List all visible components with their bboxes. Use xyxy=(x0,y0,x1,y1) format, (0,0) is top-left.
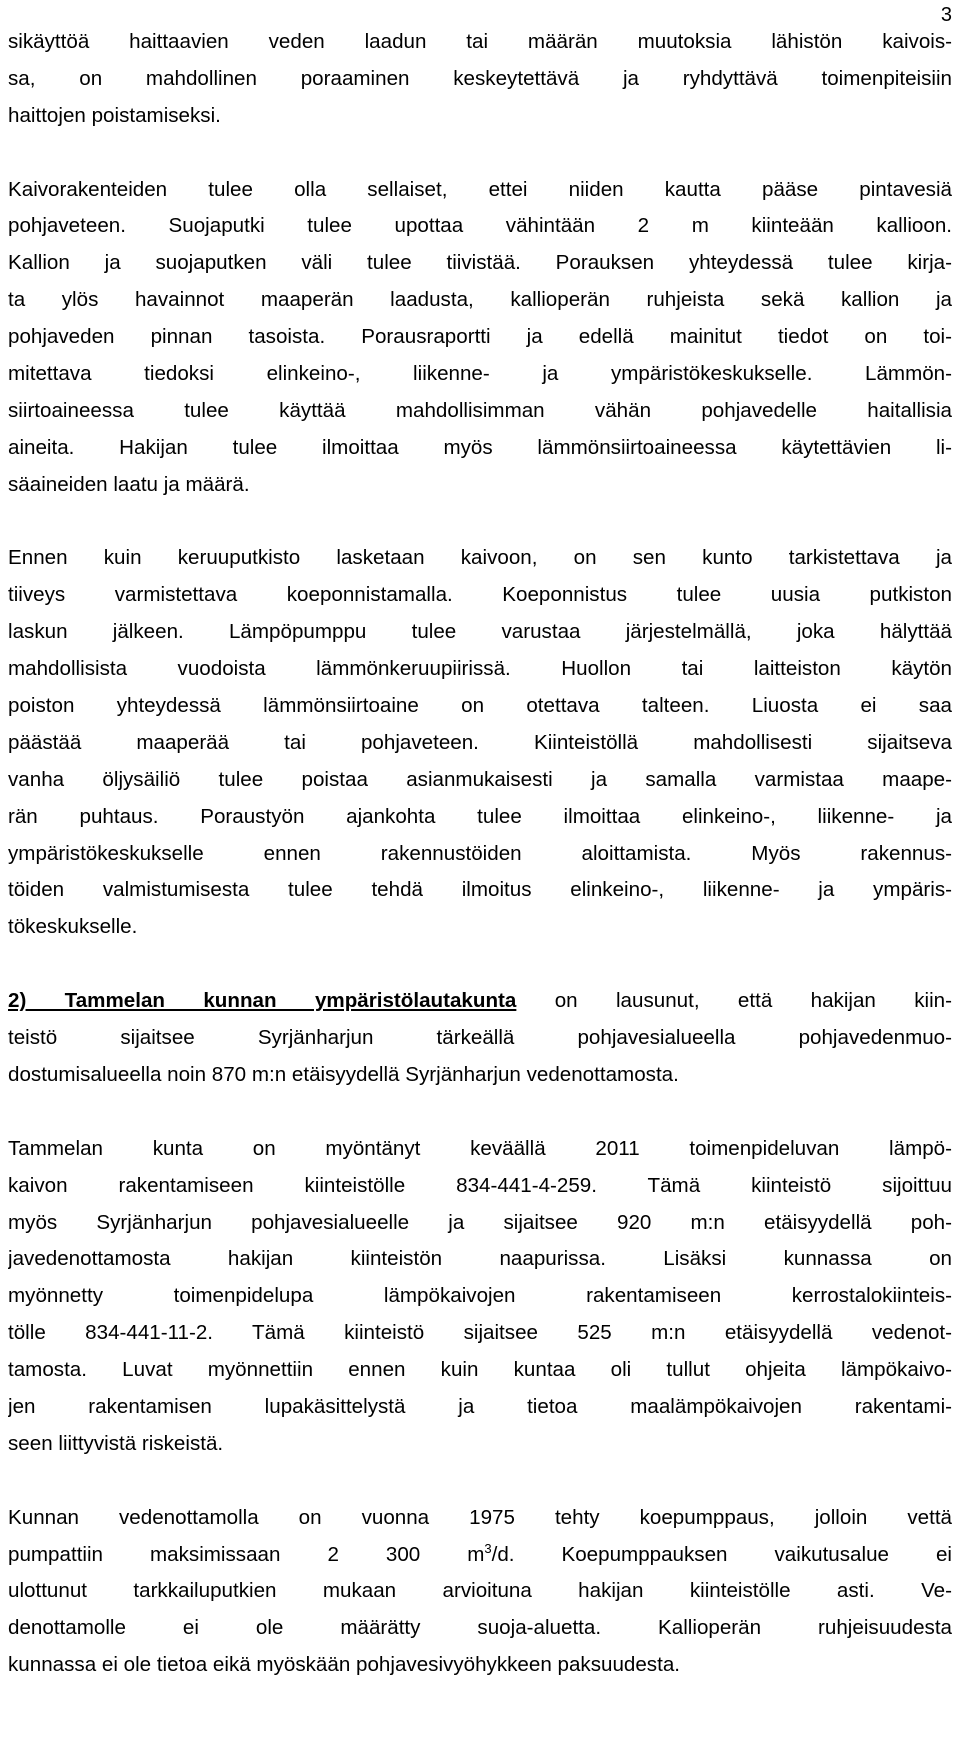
text-line xyxy=(8,1537,952,1574)
text-line: pohjaveteen. Suojaputki tulee upottaa vähintään 2 m kiinteään kallioon. xyxy=(8,214,952,238)
paragraph xyxy=(8,540,952,946)
document-page xyxy=(8,24,952,1684)
text-line: rän puhtaus. Poraustyön ajankohta tulee ilmoittaa elinkeino-, liikenne- ja xyxy=(8,804,952,828)
text-line: denottamolle ei ole määrätty suoja-aluetta. Kallioperän ruhjeisuudesta xyxy=(8,1616,952,1640)
text-line: ta ylös havainnot maaperän laadusta, kallioperän ruhjeista sekä kallion ja xyxy=(8,288,952,312)
text-line: tiiveys varmistettava koeponnistamalla. Koeponnistus tulee uusia putkiston xyxy=(8,583,952,607)
superscript: 3 xyxy=(484,1540,492,1556)
text-line: seen liittyvistä riskeistä. xyxy=(8,1431,224,1455)
text-line: mitettava tiedoksi elinkeino-, liikenne- ja ympäristökeskukselle. Lämmön- xyxy=(8,362,952,386)
text-line: jen rakentamisen lupakäsittelystä ja tietoa maalämpökaivojen rakentami- xyxy=(8,1394,952,1418)
text-line: myös Syrjänharjun pohjavesialueelle ja sijaitsee 920 m:n etäisyydellä poh- xyxy=(8,1210,952,1234)
section-heading: 2) Tammelan kunnan ympäristölautakunta xyxy=(8,989,517,1013)
text-span: on lausunut, että hakijan kiin- xyxy=(516,989,952,1013)
text-line: päästää maaperää tai pohjaveteen. Kiinteistöllä mahdollisesti sijaitseva xyxy=(8,730,952,754)
paragraph xyxy=(8,172,952,504)
text-line: pohjaveden pinnan tasoista. Porausraportti ja edellä mainitut tiedot on toi- xyxy=(8,325,952,349)
text-line: säaineiden laatu ja määrä. xyxy=(8,472,250,496)
text-line: Tammelan kunta on myöntänyt keväällä 2011 toimenpideluvan lämpö- xyxy=(8,1136,952,1160)
text-span: pumpattiin maksimissaan 2 300 m xyxy=(8,1542,485,1566)
text-line: Kunnan vedenottamolla on vuonna 1975 tehty koepumppaus, jolloin vettä xyxy=(8,1505,952,1529)
paragraph xyxy=(8,24,952,135)
text-line: poiston yhteydessä lämmönsiirtoaine on otettava talteen. Liuosta ei saa xyxy=(8,694,952,718)
text-line: teistö sijaitsee Syrjänharjun tärkeällä pohjavesialueella pohjavedenmuo- xyxy=(8,1026,952,1050)
text-line: tamosta. Luvat myönnettiin ennen kuin kuntaa oli tullut ohjeita lämpökaivo- xyxy=(8,1358,952,1382)
text-line: tökeskukselle. xyxy=(8,915,138,939)
text-line: siirtoaineessa tulee käyttää mahdollisimman vähän pohjavedelle haitallisia xyxy=(8,398,952,422)
text-line: javedenottamosta hakijan kiinteistön naapurissa. Lisäksi kunnassa on xyxy=(8,1247,952,1271)
text-line: töiden valmistumisesta tulee tehdä ilmoitus elinkeino-, liikenne- ja ympäris- xyxy=(8,878,952,902)
text-line: Kallion ja suojaputken väli tulee tiivistää. Porauksen yhteydessä tulee kirja- xyxy=(8,251,952,275)
text-line: tölle 834-441-11-2. Tämä kiinteistö sijaitsee 525 m:n etäisyydellä vedenot- xyxy=(8,1321,952,1345)
text-line: ulottunut tarkkailuputkien mukaan arvioituna hakijan kiinteistölle asti. Ve- xyxy=(8,1579,952,1603)
text-line: myönnetty toimenpidelupa lämpökaivojen rakentamiseen kerrostalokiinteis- xyxy=(8,1284,952,1308)
paragraph xyxy=(8,1131,952,1463)
text-line: Ennen kuin keruuputkisto lasketaan kaivoon, on sen kunto tarkistettava ja xyxy=(8,546,952,570)
text-line: sikäyttöä haittaavien veden laadun tai määrän muutoksia lähistön kaivois- xyxy=(8,30,952,53)
text-line: kaivon rakentamiseen kiinteistölle 834-441-4-259. Tämä kiinteistö sijoittuu xyxy=(8,1173,952,1197)
paragraph xyxy=(8,983,952,1094)
text-span: /d. Koepumppauksen vaikutusalue ei xyxy=(491,1542,952,1566)
text-line: Kaivorakenteiden tulee olla sellaiset, ettei niiden kautta pääse pintavesiä xyxy=(8,177,952,201)
page-number: 3 xyxy=(940,4,952,26)
text-line: ympäristökeskukselle ennen rakennustöiden aloittamista. Myös rakennus- xyxy=(8,841,952,865)
text-line: aineita. Hakijan tulee ilmoittaa myös lämmönsiirtoaineessa käytettävien li- xyxy=(8,435,952,459)
text-line: mahdollisista vuodoista lämmönkeruupiirissä. Huollon tai laitteiston käytön xyxy=(8,657,952,681)
text-line: sa, on mahdollinen poraaminen keskeytettävä ja ryhdyttävä toimenpiteisiin xyxy=(8,66,952,90)
text-line: vanha öljysäiliö tulee poistaa asianmukaisesti ja samalla varmistaa maape- xyxy=(8,767,952,791)
paragraph xyxy=(8,1500,952,1684)
text-line: kunnassa ei ole tietoa eikä myöskään pohjavesivyöhykkeen paksuudesta. xyxy=(8,1653,681,1677)
text-line: dostumisalueella noin 870 m:n etäisyydellä Syrjänharjun vedenottamosta. xyxy=(8,1062,679,1086)
text-line: laskun jälkeen. Lämpöpumppu tulee varustaa järjestelmällä, joka hälyttää xyxy=(8,620,952,644)
text-line xyxy=(8,983,952,1020)
text-line: haittojen poistamiseksi. xyxy=(8,103,221,127)
